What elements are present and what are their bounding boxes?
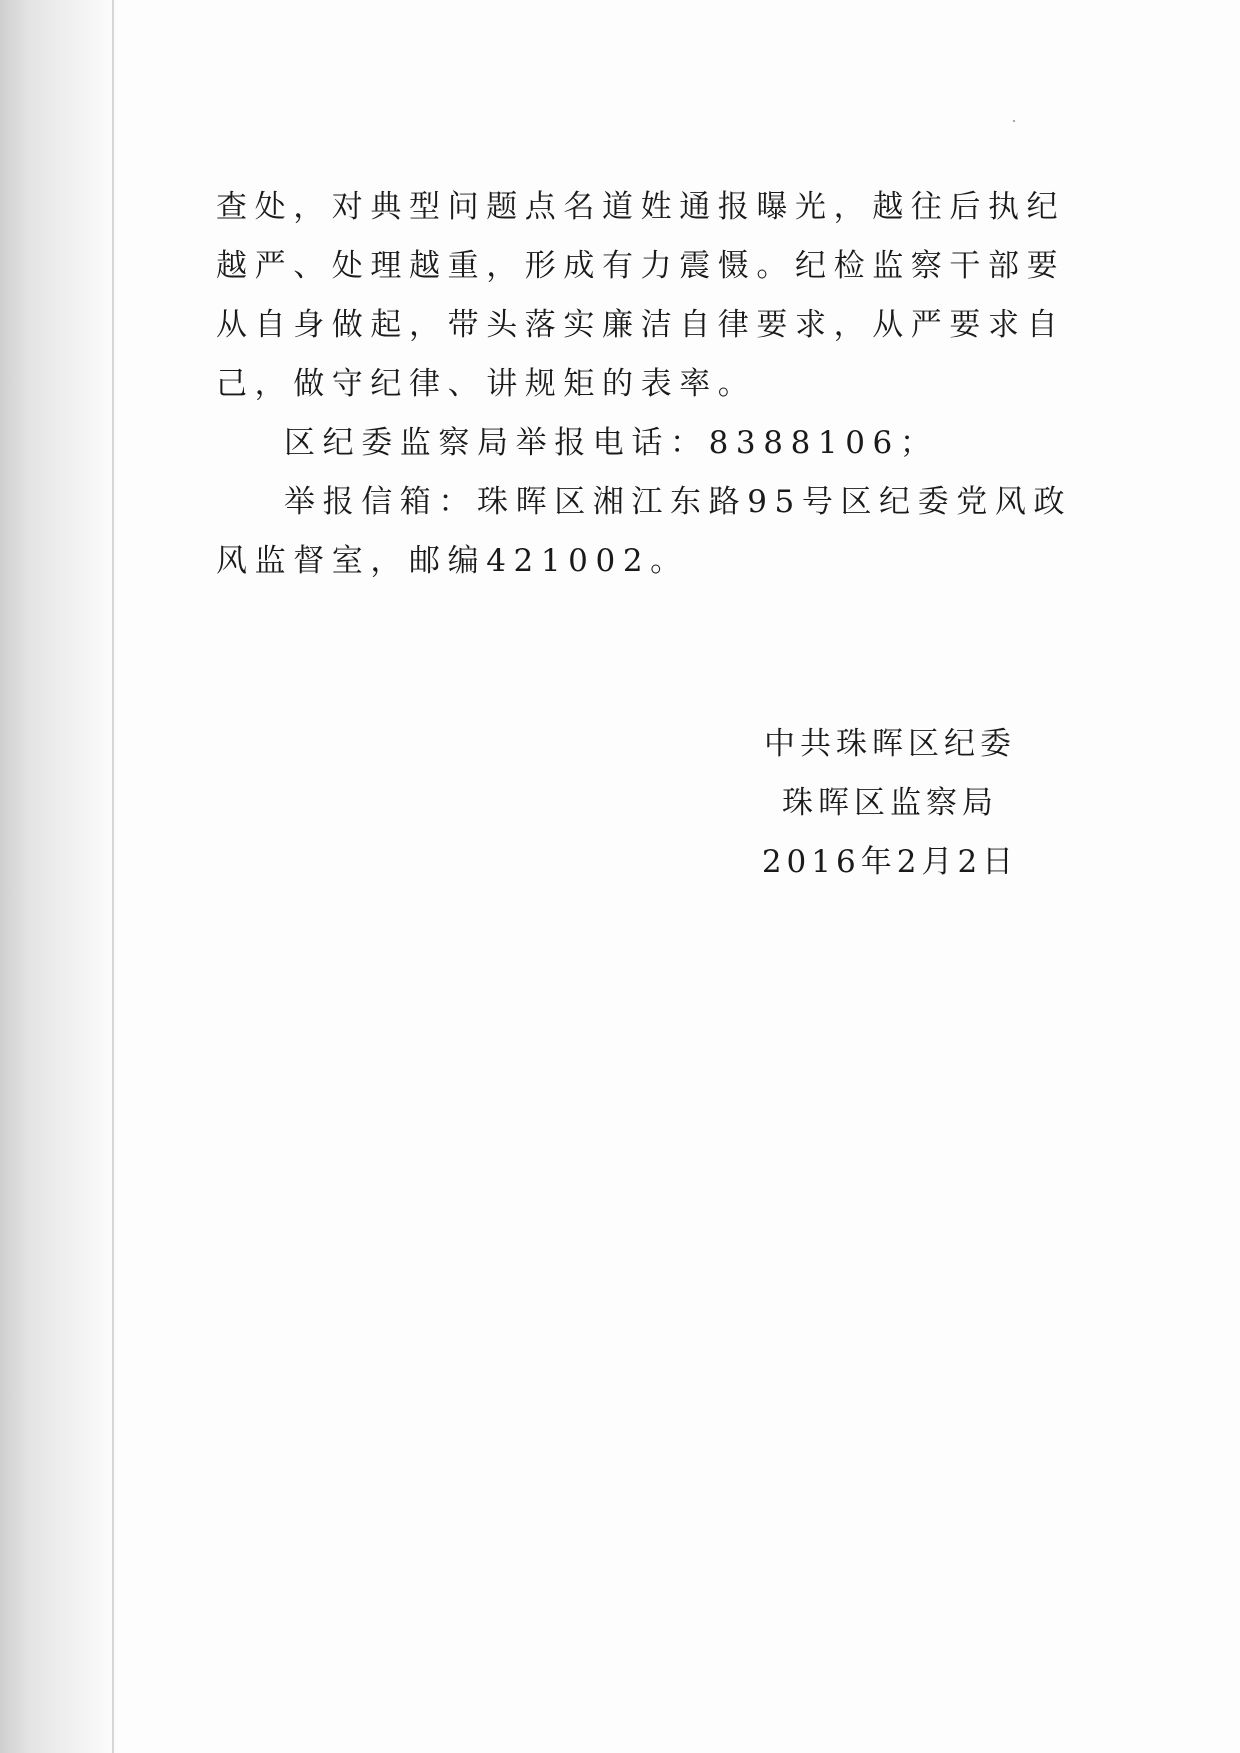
scan-shadow xyxy=(0,0,118,1753)
body-text xyxy=(216,178,1076,591)
paragraph-mailbox: 举报信箱：珠晖区湘江东路95号区纪委党风政风监督室，邮编421002。 xyxy=(216,484,1073,579)
page-edge-line xyxy=(112,0,114,1753)
signature-org-commission: 中共珠晖区纪委 xyxy=(764,726,1016,762)
signature-block xyxy=(760,715,1060,892)
signature-date: 2016年2月2日 xyxy=(761,844,1019,880)
paragraph-discipline: 查处，对典型问题点名道姓通报曝光，越往后执纪越严、处理越重，形成有力震慑。纪检监察干部要从自身做起，带头落实廉洁自律要求，从严要求自己，做守纪律、讲规矩的表率。 xyxy=(216,189,1066,402)
paragraph-hotline: 区纪委监察局举报电话：8388106； xyxy=(284,425,939,461)
signature-org-bureau: 珠晖区监察局 xyxy=(782,785,998,821)
scan-speck xyxy=(1013,120,1015,122)
